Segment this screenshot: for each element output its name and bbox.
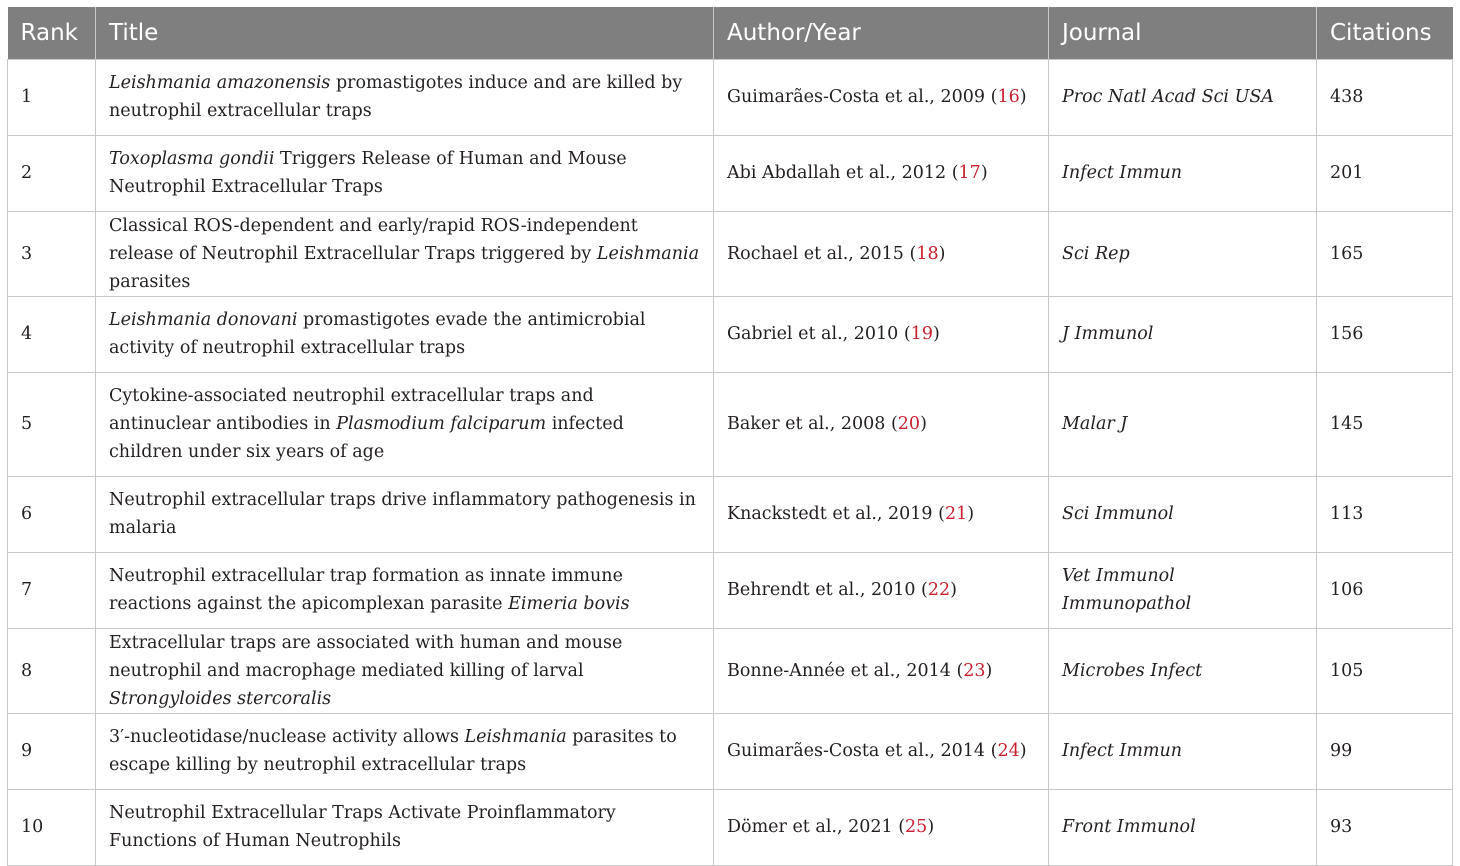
journal-cell: J Immunol: [1049, 296, 1317, 372]
author-cell: Guimarães-Costa et al., 2009 (16): [714, 59, 1049, 135]
journal-cell: Vet Immunol Immunopathol: [1049, 552, 1317, 628]
rank-cell: 3: [8, 211, 96, 296]
table-row: [8, 211, 1453, 296]
author-text: Gabriel et al., 2010: [727, 324, 899, 344]
title-cell: [96, 211, 714, 296]
citations-cell: 113: [1317, 476, 1453, 552]
author-cell: Gabriel et al., 2010 (19): [714, 296, 1049, 372]
author-cell: Behrendt et al., 2010 (22): [714, 552, 1049, 628]
title-italic: Leishmania donovani: [109, 310, 298, 330]
title-text: promastigotes induce and are killed by neutrophil extracellular traps: [109, 73, 683, 121]
title-cell: [96, 628, 714, 713]
title-text: parasites: [109, 271, 191, 292]
table-row: [8, 59, 1453, 135]
title-text: infected children under six years of age: [109, 414, 624, 462]
reference-link[interactable]: 18: [916, 243, 939, 264]
citations-cell: 106: [1317, 552, 1453, 628]
reference-link[interactable]: 16: [997, 87, 1020, 107]
title-italic: Leishmania amazonensis: [109, 73, 331, 93]
author-cell: Abi Abdallah et al., 2012 (17): [714, 135, 1049, 211]
table-row: [8, 296, 1453, 372]
header-title: Title: [96, 7, 714, 59]
reference-link[interactable]: 25: [905, 817, 928, 837]
reference-link[interactable]: 24: [997, 741, 1020, 761]
author-text: Baker et al., 2008: [727, 414, 886, 434]
header-journal: Journal: [1049, 7, 1317, 59]
author-text: Guimarães-Costa et al., 2009: [727, 87, 986, 107]
author-cell: Bonne-Année et al., 2014 (23): [714, 628, 1049, 713]
table-body: [8, 59, 1453, 865]
journal-cell: Sci Immunol: [1049, 476, 1317, 552]
author-cell: Dömer et al., 2021 (25): [714, 789, 1049, 865]
rank-cell: 1: [8, 59, 96, 135]
citations-cell: 145: [1317, 372, 1453, 476]
table-row: [8, 135, 1453, 211]
header-citations: Citations: [1317, 7, 1453, 59]
title-cell: [96, 135, 714, 211]
journal-cell: Proc Natl Acad Sci USA: [1049, 59, 1317, 135]
author-text: Guimarães-Costa et al., 2014: [727, 741, 986, 761]
title-italic: Toxoplasma gondii: [109, 149, 275, 169]
title-text: Neutrophil extracellular traps drive inflammatory pathogenesis in malaria: [109, 490, 696, 538]
reference-link[interactable]: 23: [963, 660, 986, 681]
title-text: parasites to escape killing by neutrophil extracellular traps: [109, 727, 677, 775]
title-text: Extracellular traps are associated with human and mouse neutrophil and macrophage mediated killing of larval: [109, 632, 623, 681]
journal-cell: Front Immunol: [1049, 789, 1317, 865]
citations-cell: 201: [1317, 135, 1453, 211]
author-text: Rochael et al., 2015: [727, 243, 904, 264]
author-cell: Rochael et al., 2015 (18): [714, 211, 1049, 296]
table-row: [8, 628, 1453, 713]
citations-cell: 99: [1317, 713, 1453, 789]
title-italic: Strongyloides stercoralis: [109, 688, 332, 709]
rank-cell: 4: [8, 296, 96, 372]
title-text: promastigotes evade the antimicrobial activity of neutrophil extracellular traps: [109, 310, 646, 358]
title-cell: [96, 372, 714, 476]
rank-cell: 10: [8, 789, 96, 865]
title-text: 3′-nucleotidase/nuclease activity allows: [109, 727, 465, 747]
journal-cell: Sci Rep: [1049, 211, 1317, 296]
rank-cell: 6: [8, 476, 96, 552]
title-cell: [96, 476, 714, 552]
rank-cell: 2: [8, 135, 96, 211]
reference-link[interactable]: 21: [944, 504, 968, 524]
reference-link[interactable]: 19: [910, 324, 933, 344]
title-cell: [96, 552, 714, 628]
citations-table: [7, 7, 1453, 866]
citations-cell: 438: [1317, 59, 1453, 135]
author-text: Abi Abdallah et al., 2012: [727, 163, 947, 183]
journal-cell: Malar J: [1049, 372, 1317, 476]
table-row: [8, 552, 1453, 628]
title-text: Classical ROS-dependent and early/rapid ROS-independent release of Neutrophil Extracellular Traps triggered by: [109, 215, 638, 264]
table-row: [8, 372, 1453, 476]
rank-cell: 5: [8, 372, 96, 476]
title-italic: Eimeria bovis: [508, 594, 630, 614]
title-cell: [96, 296, 714, 372]
title-italic: Plasmodium falciparum: [336, 414, 547, 434]
author-text: Knackstedt et al., 2019: [727, 504, 933, 524]
title-cell: [96, 713, 714, 789]
reference-link[interactable]: 22: [927, 580, 951, 600]
table-row: [8, 476, 1453, 552]
author-cell: Knackstedt et al., 2019 (21): [714, 476, 1049, 552]
title-cell: [96, 59, 714, 135]
citations-cell: 105: [1317, 628, 1453, 713]
journal-cell: Infect Immun: [1049, 713, 1317, 789]
author-cell: Guimarães-Costa et al., 2014 (24): [714, 713, 1049, 789]
reference-link[interactable]: 17: [958, 163, 981, 183]
author-text: Bonne-Année et al., 2014: [727, 660, 951, 681]
header-rank: Rank: [8, 7, 96, 59]
table-row: [8, 713, 1453, 789]
title-italic: Leishmania: [464, 727, 567, 747]
author-text: Dömer et al., 2021: [727, 817, 893, 837]
title-text: Neutrophil extracellular trap formation as innate immune reactions against the apicomplexan parasite: [109, 566, 623, 614]
citations-cell: 93: [1317, 789, 1453, 865]
title-text: Cytokine-associated neutrophil extracellular traps and antinuclear antibodies in: [109, 386, 594, 434]
rank-cell: 8: [8, 628, 96, 713]
reference-link[interactable]: 20: [897, 414, 921, 434]
citations-cell: 156: [1317, 296, 1453, 372]
header-row: [8, 7, 1453, 59]
title-text: Triggers Release of Human and Mouse Neutrophil Extracellular Traps: [109, 149, 627, 197]
rank-cell: 7: [8, 552, 96, 628]
journal-cell: Infect Immun: [1049, 135, 1317, 211]
title-italic: Leishmania: [596, 243, 700, 264]
citations-cell: 165: [1317, 211, 1453, 296]
author-cell: Baker et al., 2008 (20): [714, 372, 1049, 476]
journal-cell: Microbes Infect: [1049, 628, 1317, 713]
header-author-year: Author/Year: [714, 7, 1049, 59]
rank-cell: 9: [8, 713, 96, 789]
author-text: Behrendt et al., 2010: [727, 580, 916, 600]
title-text: Neutrophil Extracellular Traps Activate Proinflammatory Functions of Human Neutrophils: [109, 803, 616, 851]
